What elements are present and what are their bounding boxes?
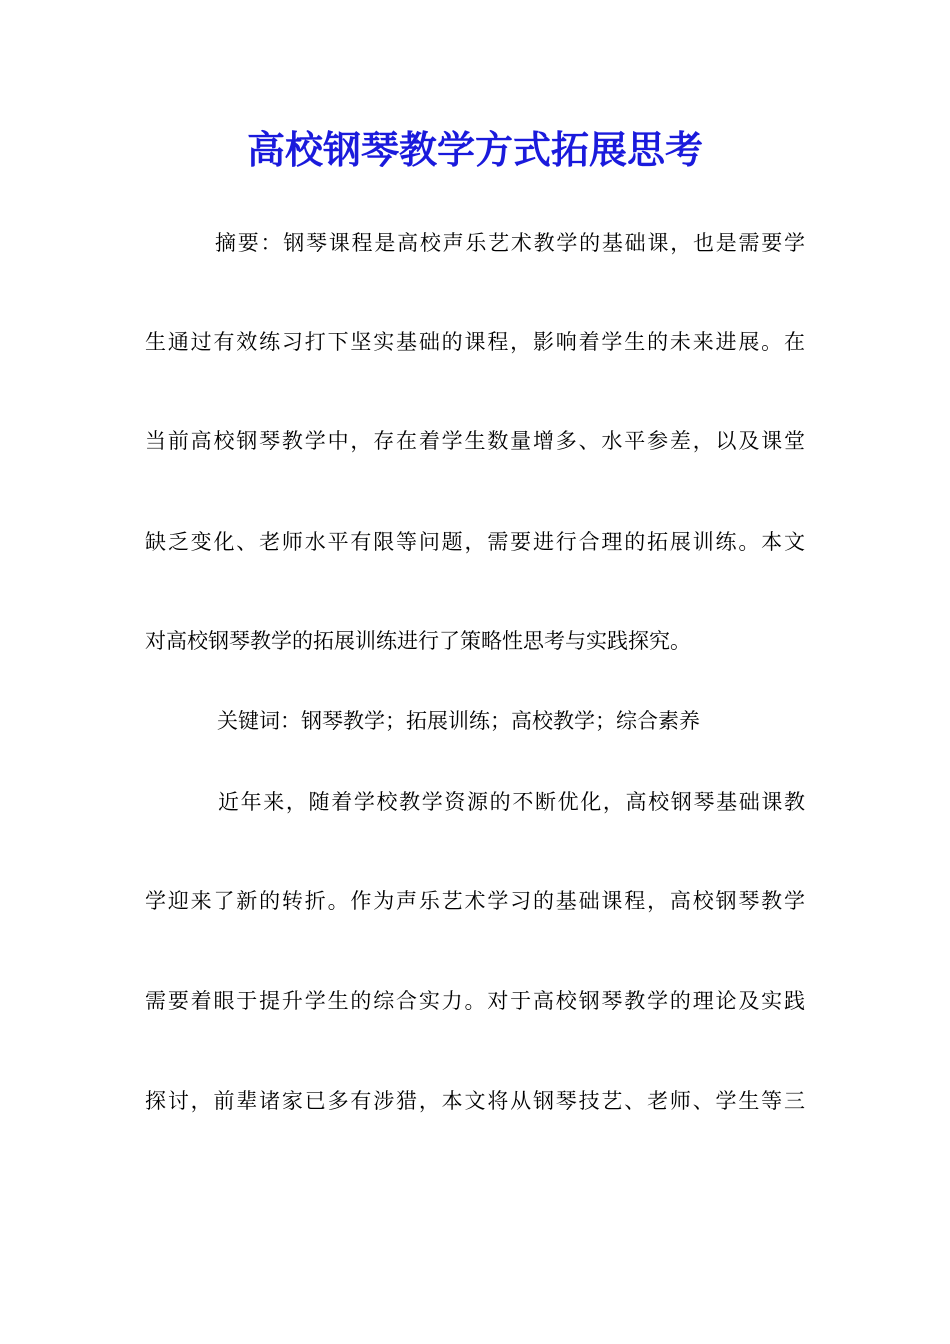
document-title: 高校钢琴教学方式拓展思考 <box>246 127 703 172</box>
body-line: 探讨，前辈诸家已多有涉猎，本文将从钢琴技艺、老师、学生等三 <box>145 1089 805 1113</box>
body-line: 需要着眼于提升学生的综合实力。对于高校钢琴教学的理论及实践 <box>145 989 805 1013</box>
abstract-line: 对高校钢琴教学的拓展训练进行了策略性思考与实践探究。 <box>145 629 691 653</box>
keywords-line: 关键词：钢琴教学；拓展训练；高校教学；综合素养 <box>217 709 700 733</box>
body-line: 近年来，随着学校教学资源的不断优化，高校钢琴基础课教 <box>218 790 805 814</box>
abstract-line: 缺乏变化、老师水平有限等问题，需要进行合理的拓展训练。本文 <box>145 530 805 554</box>
abstract-line: 生通过有效练习打下坚实基础的课程，影响着学生的未来进展。在 <box>145 330 805 354</box>
body-line: 学迎来了新的转折。作为声乐艺术学习的基础课程，高校钢琴教学 <box>145 889 805 913</box>
abstract-line: 摘要：钢琴课程是高校声乐艺术教学的基础课，也是需要学 <box>215 231 805 255</box>
abstract-line: 当前高校钢琴教学中，存在着学生数量增多、水平参差，以及课堂 <box>145 429 805 453</box>
